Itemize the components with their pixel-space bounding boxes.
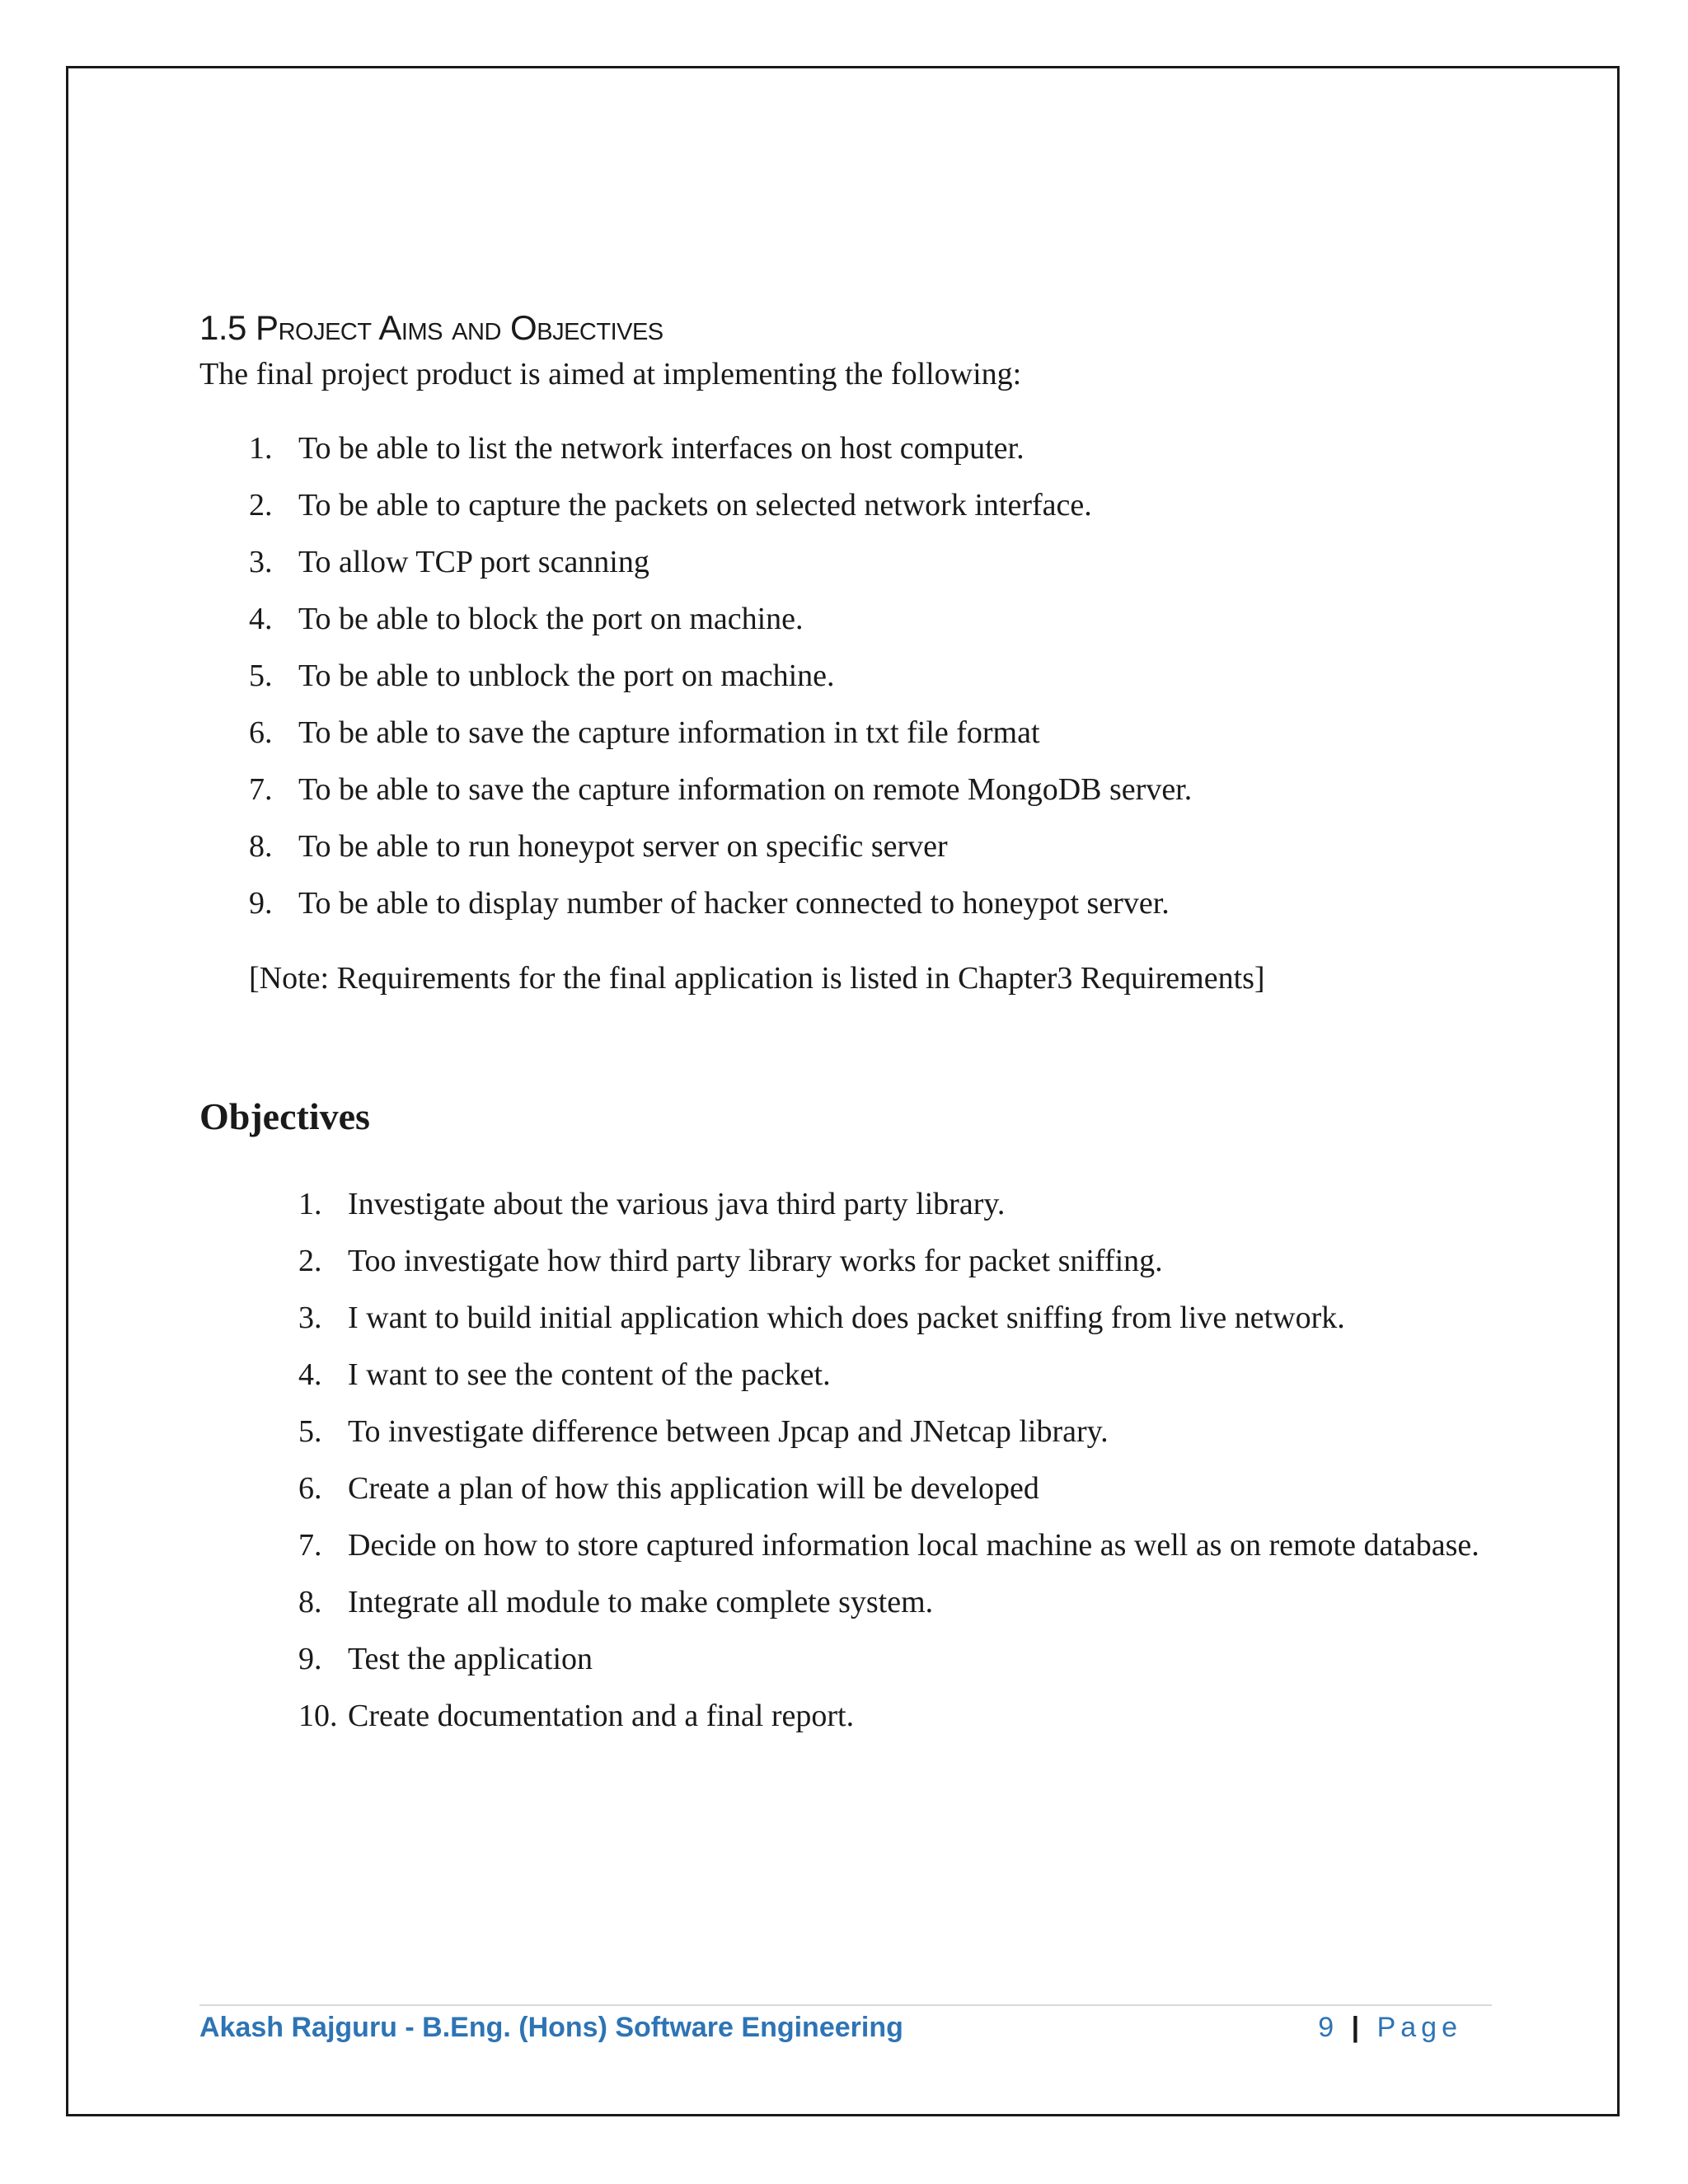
list-text: Too investigate how third party library works for packet sniffing. — [348, 1244, 1163, 1278]
page-number: 9 — [1318, 2012, 1339, 2043]
list-number: 2. — [298, 1244, 322, 1278]
list-item — [249, 705, 1485, 762]
section-heading: 1.5 Project Aims and Objectives — [199, 308, 663, 347]
list-item — [298, 1290, 1485, 1347]
list-item — [249, 875, 1485, 932]
list-text: To allow TCP port scanning — [298, 545, 649, 579]
list-text: Create documentation and a final report. — [348, 1699, 855, 1733]
list-number: 7. — [249, 772, 273, 807]
list-text: To be able to list the network interfaces on host computer. — [298, 431, 1025, 466]
list-text: Test the application — [348, 1642, 593, 1676]
list-text: Integrate all module to make complete system. — [348, 1585, 934, 1619]
list-text: Decide on how to store captured information local machine as well as on remote database. — [348, 1528, 1479, 1563]
list-number: 4. — [249, 602, 273, 636]
list-text: Investigate about the various java third party library. — [348, 1187, 1006, 1221]
list-item — [249, 477, 1485, 534]
list-item — [298, 1688, 1485, 1745]
list-text: To be able to save the capture information on remote MongoDB server. — [298, 772, 1193, 807]
requirements-note: [Note: Requirements for the final application is listed in Chapter3 Requirements] — [249, 961, 1265, 996]
objectives-heading: Objectives — [199, 1095, 370, 1137]
list-item — [298, 1176, 1485, 1233]
footer-page — [1318, 2004, 1462, 2050]
list-item — [298, 1347, 1485, 1404]
list-number: 1. — [298, 1187, 322, 1221]
list-text: To be able to capture the packets on selected network interface. — [298, 488, 1092, 523]
list-text: To be able to run honeypot server on specific server — [298, 829, 948, 864]
list-number: 6. — [298, 1471, 322, 1506]
list-number: 4. — [298, 1357, 322, 1392]
list-item — [249, 762, 1485, 818]
list-number: 9. — [249, 886, 273, 921]
list-item — [249, 534, 1485, 591]
list-number: 1. — [249, 431, 273, 466]
list-number: 8. — [298, 1585, 322, 1619]
list-text: To be able to block the port on machine. — [298, 602, 804, 636]
footer-author: Akash Rajguru - B.Eng. (Hons) Software Engineering — [199, 2012, 903, 2043]
list-text: I want to build initial application which does packet sniffing from live network. — [348, 1301, 1345, 1335]
list-text: To be able to display number of hacker connected to honeypot server. — [298, 886, 1170, 921]
list-number: 7. — [298, 1528, 322, 1563]
page-label: Page — [1376, 2012, 1462, 2043]
list-text: To be able to unblock the port on machine. — [298, 658, 835, 693]
list-item — [298, 1574, 1485, 1631]
list-number: 8. — [249, 829, 273, 864]
list-item — [298, 1517, 1485, 1574]
list-number: 3. — [249, 545, 273, 579]
list-item — [298, 1631, 1485, 1688]
list-number: 9. — [298, 1642, 322, 1676]
objectives-list — [298, 1176, 1485, 1745]
list-number: 10. — [298, 1699, 338, 1733]
list-number: 6. — [249, 715, 273, 750]
list-item — [249, 591, 1485, 648]
list-item — [249, 818, 1485, 875]
list-text: I want to see the content of the packet. — [348, 1357, 831, 1392]
list-item — [298, 1233, 1485, 1290]
section-intro: The final project product is aimed at implementing the following: — [199, 357, 1022, 391]
footer-separator: | — [1351, 2012, 1365, 2043]
list-text: To be able to save the capture information in txt file format — [298, 715, 1040, 750]
list-item — [249, 420, 1485, 477]
list-number: 3. — [298, 1301, 322, 1335]
aims-list — [249, 420, 1485, 932]
list-number: 5. — [298, 1414, 322, 1449]
page-content — [199, 305, 1485, 1745]
list-item — [298, 1404, 1485, 1460]
list-text: Create a plan of how this application will be developed — [348, 1471, 1039, 1506]
list-text: To investigate difference between Jpcap and JNetcap library. — [348, 1414, 1109, 1449]
list-item — [298, 1460, 1485, 1517]
list-item — [249, 648, 1485, 705]
list-number: 2. — [249, 488, 273, 523]
list-number: 5. — [249, 658, 273, 693]
